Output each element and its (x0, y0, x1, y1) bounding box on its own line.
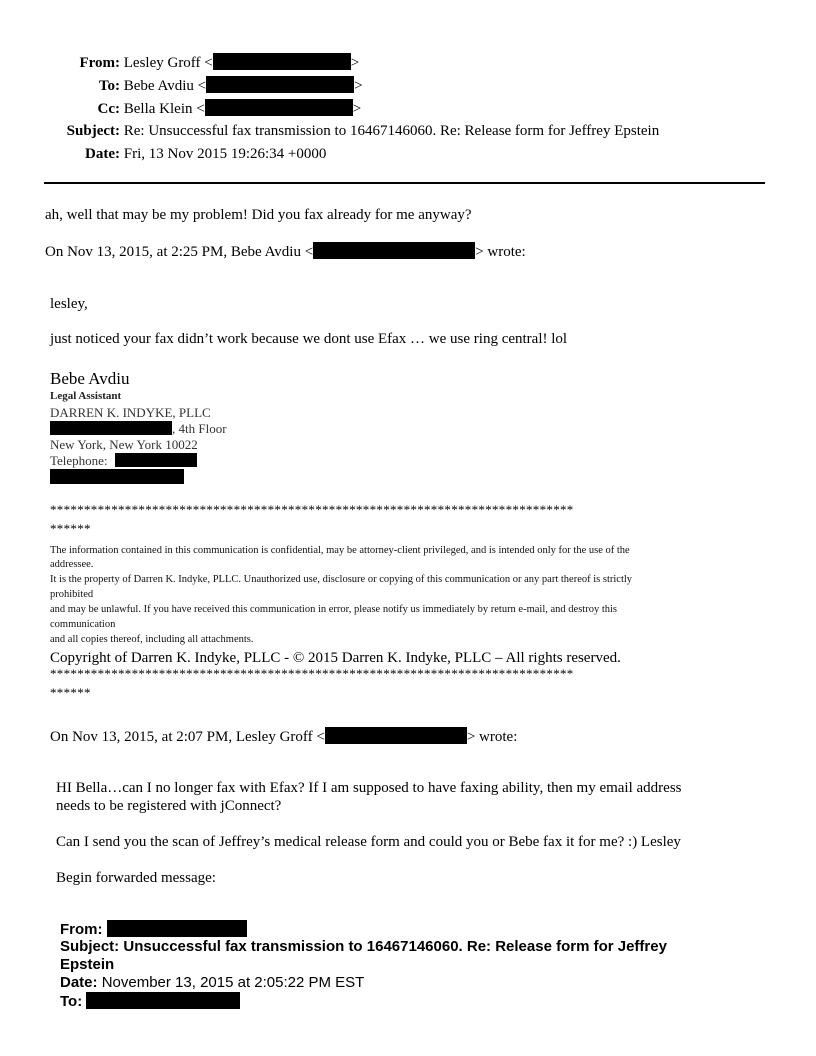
message3-line: Begin forwarded message: (56, 870, 216, 886)
redaction-box (86, 992, 240, 1009)
message1-quote-line: On Nov 13, 2015, at 2:25 PM, Bebe Avdiu < > wrote: (45, 244, 526, 260)
signature-title: Legal Assistant (50, 390, 122, 402)
forwarded-subject: Subject: Unsuccessful fax transmission to 16467146060. Re: Release form for Jeffrey (60, 938, 667, 955)
header-cc: Cc: Bella Klein < > (0, 99, 361, 118)
disclaimer-stars: ****** (50, 521, 91, 536)
date-label: Date: (85, 146, 120, 162)
signature-city: New York, New York 10022 (50, 437, 198, 452)
subject-label: Subject: (66, 123, 120, 139)
redaction-box (213, 53, 351, 70)
header-to: To: Bebe Avdiu < > (0, 76, 363, 95)
cc-label: Cc: (97, 101, 120, 117)
message3-line: HI Bella…can I no longer fax with Efax? If I am supposed to have faxing ability, then my email address (56, 780, 682, 796)
message3-line: Can I send you the scan of Jeffrey’s medical release form and could you or Bebe fax it for me? :) Lesley (56, 834, 681, 850)
redaction-box (205, 99, 353, 116)
date-text: Fri, 13 Nov 2015 19:26:34 +0000 (123, 146, 327, 162)
signature-address: , 4th Floor (50, 421, 227, 437)
disclaimer-stars: ****** (50, 685, 91, 700)
signature-name: Bebe Avdiu (50, 369, 130, 388)
redaction-box (115, 453, 197, 467)
header-from: From: Lesley Groff < > (0, 53, 359, 72)
disclaimer-text: and all copies thereof, including all attachments. (50, 634, 254, 645)
disclaimer-text: prohibited (50, 589, 94, 600)
message2-body: just noticed your fax didn’t work because we dont use Efax … we use ring central! lol (50, 331, 568, 347)
disclaimer-stars: ***************************************************************************** (50, 666, 574, 681)
redaction-box (313, 242, 475, 259)
to-name: Bebe Avdiu < (123, 78, 207, 94)
forwarded-from: From: (60, 920, 247, 939)
header-date (0, 145, 326, 163)
from-name: Lesley Groff < (123, 55, 213, 71)
cc-name: Bella Klein < (123, 101, 205, 117)
redaction-box (325, 727, 467, 744)
message1-body: ah, well that may be my problem! Did you fax already for me anyway? (45, 207, 472, 223)
redaction-box (206, 76, 354, 93)
disclaimer-text: communication (50, 619, 116, 630)
header-subject (0, 122, 659, 140)
redaction-box (50, 469, 184, 484)
subject-text: Re: Unsuccessful fax transmission to 16467146060. Re: Release form for Jeffrey Epstein (123, 123, 660, 139)
disclaimer-text: addressee. (50, 559, 94, 570)
signature-phone: Telephone: (50, 453, 197, 469)
forwarded-subject-cont: Epstein (60, 956, 115, 973)
disclaimer-text: It is the property of Darren K. Indyke, PLLC. Unauthorized use, disclosure or copying of this communication or any part thereof is strictly (50, 574, 633, 585)
message3-line: needs to be registered with jConnect? (56, 798, 282, 814)
disclaimer-copyright: Copyright of Darren K. Indyke, PLLC - © 2015 Darren K. Indyke, PLLC – All rights reserved. (50, 650, 621, 666)
forwarded-date: Date: November 13, 2015 at 2:05:22 PM EST (60, 974, 365, 991)
disclaimer-text: The information contained in this communication is confidential, may be attorney-client privileged, and is intended only for the use of the (50, 545, 630, 556)
forwarded-to: To: (60, 992, 240, 1011)
from-label: From: (79, 55, 120, 71)
disclaimer-text: and may be unlawful. If you have received this communication in error, please notify us immediately by return e-mail, and destroy this (50, 604, 617, 615)
header-divider (44, 182, 765, 184)
redaction-box (107, 920, 247, 937)
to-label: To: (98, 78, 120, 94)
disclaimer-stars: ***************************************************************************** (50, 502, 574, 517)
message3-quote-line: On Nov 13, 2015, at 2:07 PM, Lesley Groff < > wrote: (50, 729, 518, 745)
signature-firm: DARREN K. INDYKE, PLLC (50, 405, 211, 420)
redaction-box (50, 421, 172, 435)
message2-greeting: lesley, (50, 296, 88, 312)
